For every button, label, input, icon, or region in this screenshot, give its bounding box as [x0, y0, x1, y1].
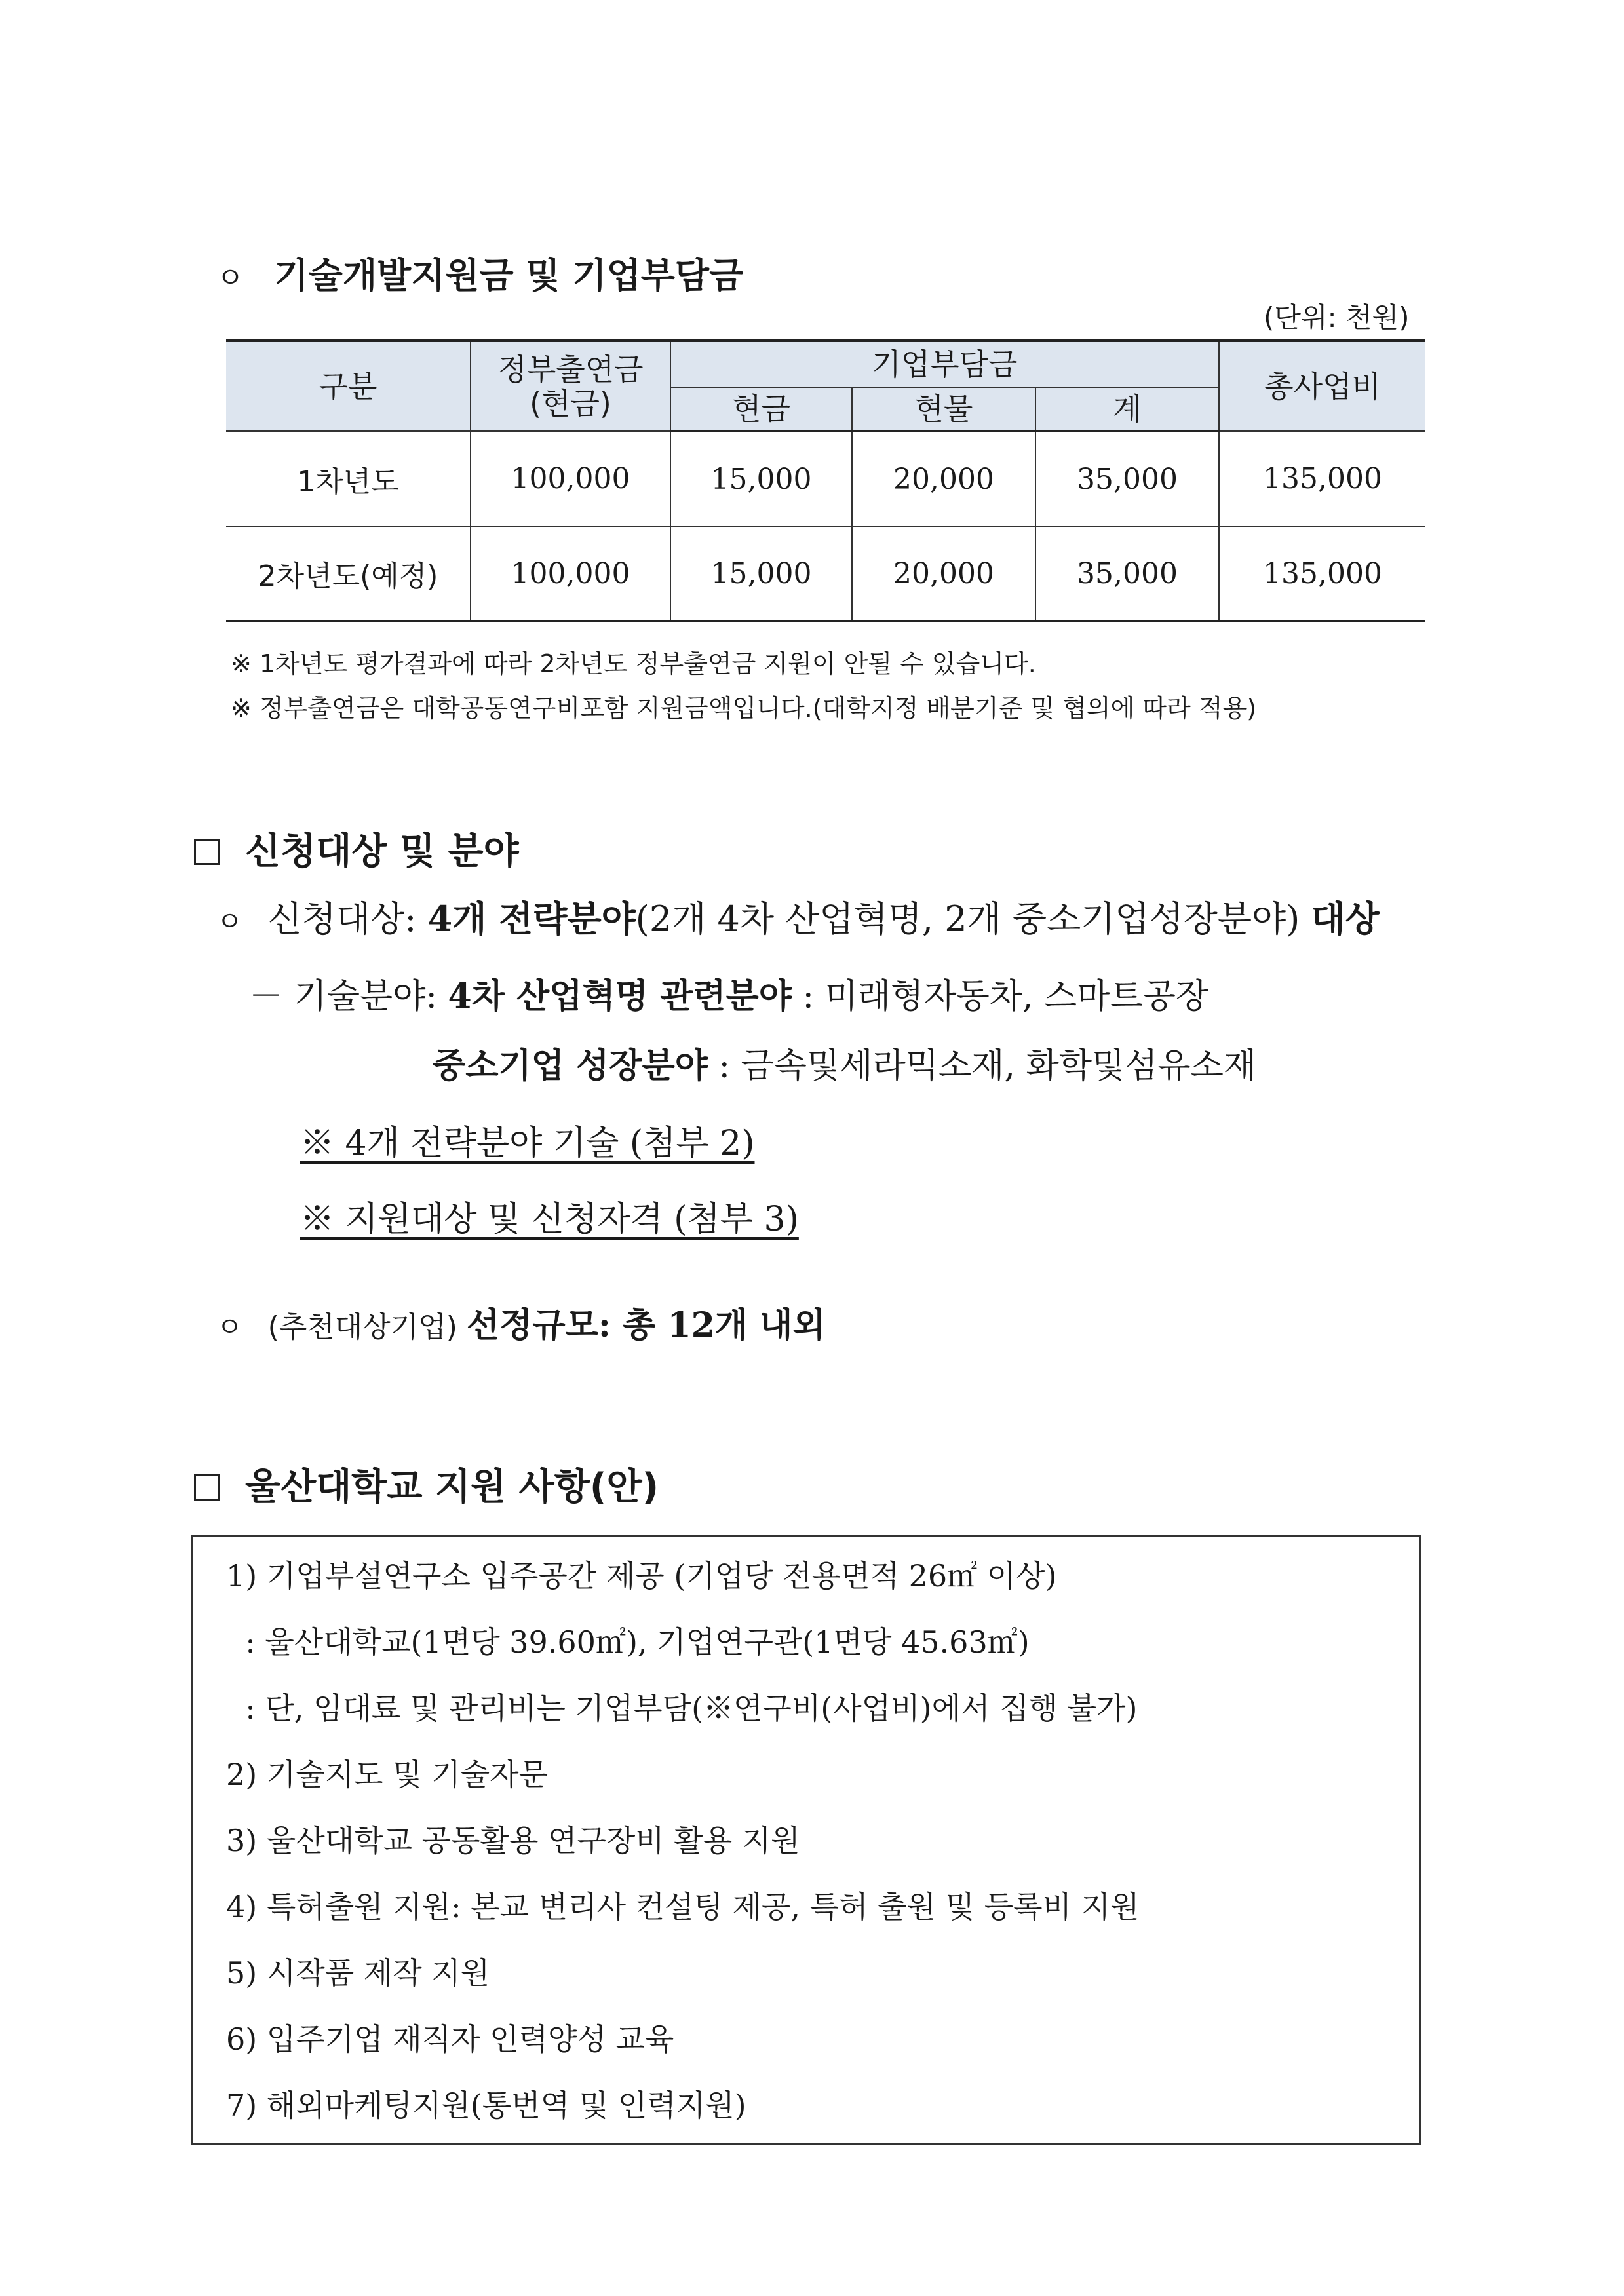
header-total: 총사업비 — [1219, 341, 1425, 431]
cell-sum: 35,000 — [1035, 431, 1219, 526]
cell-cash: 15,000 — [670, 526, 852, 621]
cell-total: 135,000 — [1219, 526, 1425, 621]
header-inkind: 현물 — [852, 387, 1035, 431]
cell-inkind: 20,000 — [852, 431, 1035, 526]
selection-scale-line: ㅇ (추천대상기업) 선정규모: 총 12개 내외 — [216, 1305, 826, 1345]
header-category: 구분 — [226, 341, 471, 431]
header-gov: 정부출연금 (현금) — [471, 341, 670, 431]
reference-attachment-3: ※ 지원대상 및 신청자격 (첨부 3) — [300, 1200, 799, 1239]
footnote-2: ※ 정부출연금은 대학공동연구비포함 지원금액입니다.(대학지정 배분기준 및 협의에 따라 적용) — [231, 694, 1257, 723]
budget-table — [226, 339, 1425, 622]
section2-title: 신청대상 및 분야 — [194, 822, 519, 875]
header-cash: 현금 — [670, 387, 852, 431]
field-line-1: － 기술분야: 4차 산업혁명 관련분야 : 미래형자동차, 스마트공장 — [249, 976, 1209, 1016]
table-row — [226, 526, 1425, 621]
list-item: 7) 해외마케팅지원(통번역 및 인력지원) — [226, 2088, 746, 2123]
cell-cash: 15,000 — [670, 431, 852, 526]
cell-inkind: 20,000 — [852, 526, 1035, 621]
field-line-2: 중소기업 성장분야 : 금속및세라믹소재, 화학및섬유소재 — [433, 1046, 1257, 1086]
section3-title: 울산대학교 지원 사항(안) — [194, 1458, 659, 1510]
footnote-1: ※ 1차년도 평가결과에 따라 2차년도 정부출연금 지원이 안될 수 있습니다. — [231, 649, 1036, 678]
square-bullet-icon — [194, 1474, 220, 1501]
list-item: : 단, 임대료 및 관리비는 기업부담(※연구비(사업비)에서 집행 불가) — [226, 1691, 1138, 1726]
list-item: 6) 입주기업 재직자 인력양성 교육 — [226, 2021, 674, 2057]
table-row — [226, 431, 1425, 526]
header-sum: 계 — [1035, 387, 1219, 431]
list-item: 4) 특허출원 지원: 본교 변리사 컨설팅 제공, 특허 출원 및 등록비 지원 — [226, 1889, 1140, 1924]
list-item: 5) 시작품 제작 지원 — [226, 1955, 490, 1991]
bullet-circle: ㅇ — [216, 906, 243, 938]
cell-gov: 100,000 — [471, 526, 670, 621]
list-item: 2) 기술지도 및 기술자문 — [226, 1757, 549, 1792]
header-company: 기업부담금 — [670, 341, 1219, 387]
square-bullet-icon — [194, 839, 220, 865]
cell-sum: 35,000 — [1035, 526, 1219, 621]
cell-total: 135,000 — [1219, 431, 1425, 526]
row-label: 2차년도(예정) — [226, 526, 471, 621]
list-item: 3) 울산대학교 공동활용 연구장비 활용 지원 — [226, 1823, 800, 1858]
list-item: 1) 기업부설연구소 입주공간 제공 (기업당 전용면적 26㎡ 이상) — [226, 1558, 1057, 1594]
cell-gov: 100,000 — [471, 431, 670, 526]
row-label: 1차년도 — [226, 431, 471, 526]
bullet-circle: ㅇ — [216, 261, 244, 295]
support-items-box — [191, 1535, 1421, 2145]
target-line: ㅇ 신청대상: 4개 전략분야(2개 4차 산업혁명, 2개 중소기업성장분야) 대상 — [216, 898, 1380, 940]
reference-attachment-2: ※ 4개 전략분야 기술 (첨부 2) — [300, 1124, 755, 1163]
bullet-circle: ㅇ — [216, 1311, 243, 1343]
section1-title: ㅇ 기술개발지원금 및 기업부담금 — [216, 255, 744, 296]
unit-note: (단위: 천원) — [1264, 301, 1410, 334]
list-item: : 울산대학교(1면당 39.60㎡), 기업연구관(1면당 45.63㎡) — [226, 1624, 1030, 1660]
